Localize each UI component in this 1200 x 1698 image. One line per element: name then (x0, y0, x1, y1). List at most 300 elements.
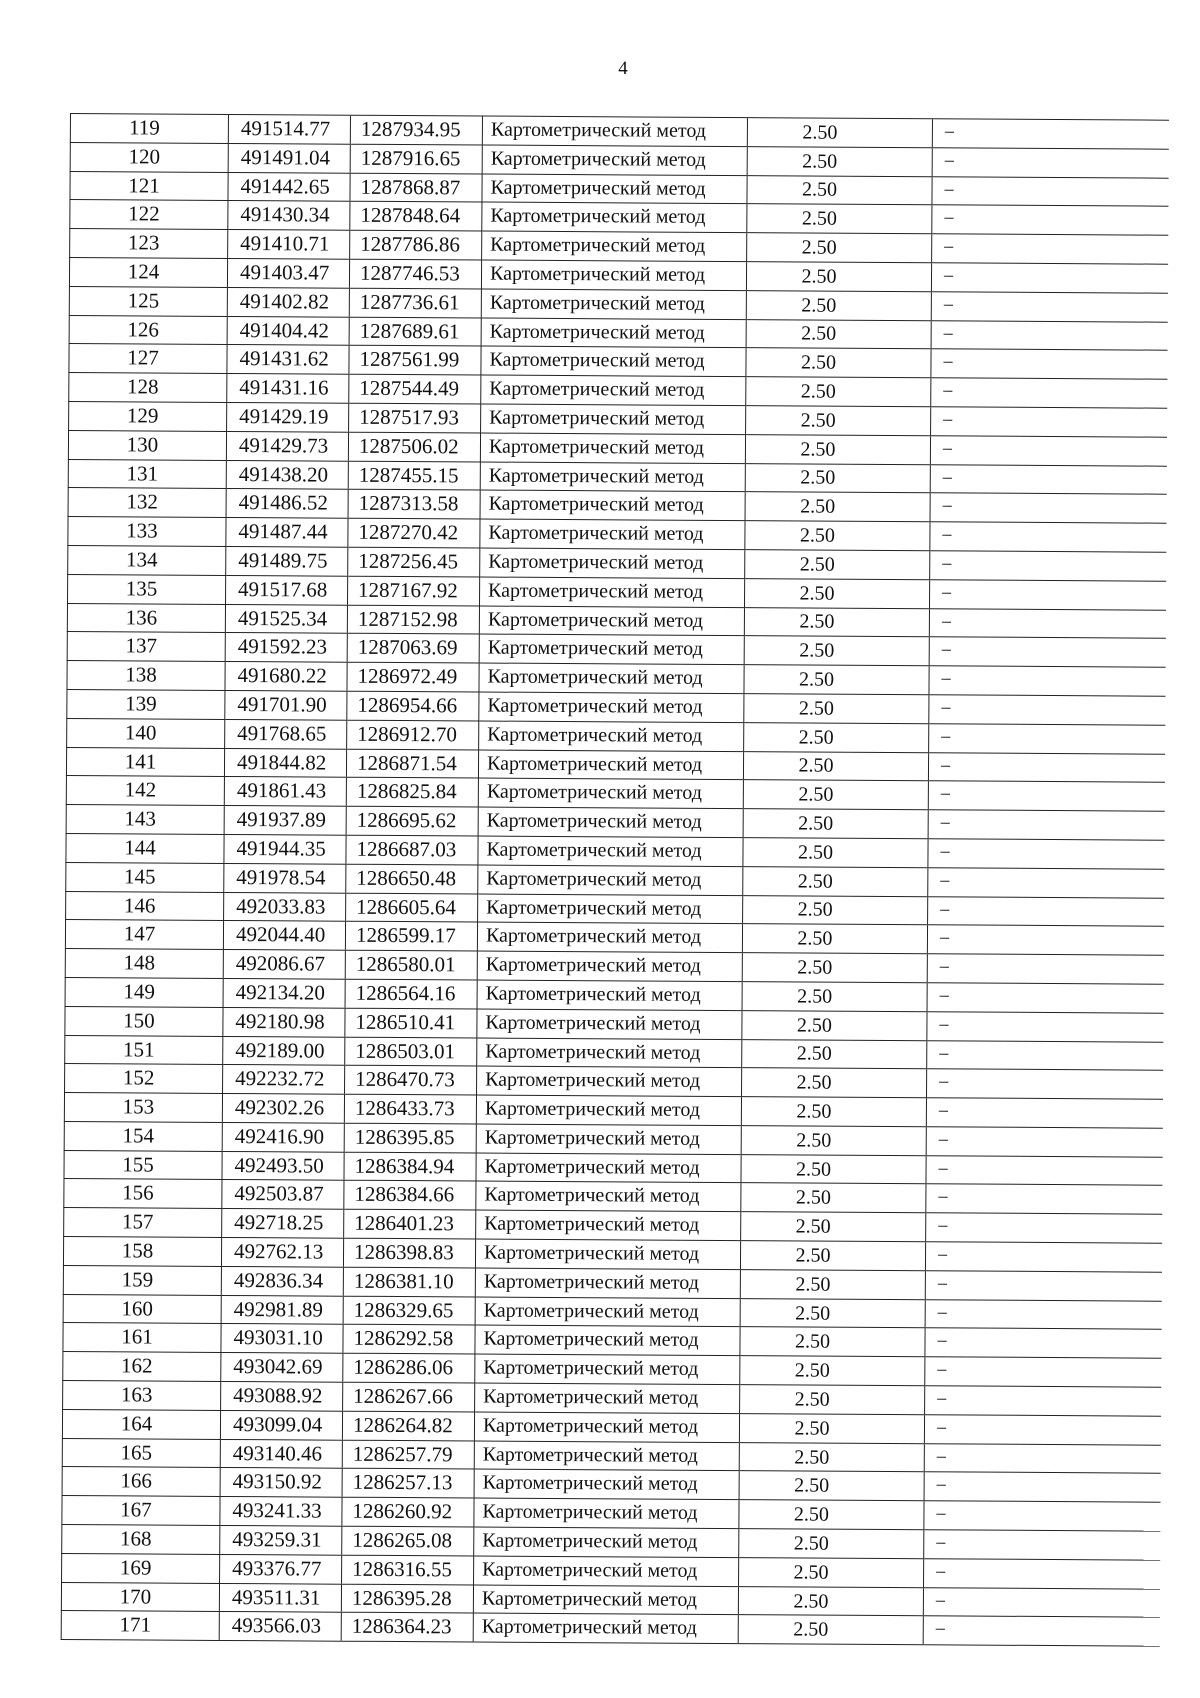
method-cell: Картометрический метод (479, 692, 744, 722)
point-number-cell: 166 (62, 1467, 220, 1497)
accuracy-value-cell: 2.50 (746, 406, 931, 436)
accuracy-value-cell: 2.50 (742, 924, 927, 954)
point-number-cell: 167 (62, 1496, 220, 1526)
description-cell: – (927, 1011, 1163, 1041)
accuracy-value-cell: 2.50 (740, 1241, 925, 1271)
accuracy-value-cell: 2.50 (744, 636, 929, 666)
accuracy-value-cell: 2.50 (742, 953, 927, 983)
accuracy-value-cell: 2.50 (739, 1557, 924, 1587)
accuracy-value-cell: 2.50 (739, 1413, 924, 1443)
description-cell: – (929, 666, 1165, 696)
description-cell: – (932, 176, 1168, 206)
point-number-cell: 135 (68, 574, 226, 604)
x-coordinate-cell: 492416.90 (222, 1122, 344, 1152)
accuracy-value-cell: 2.50 (745, 492, 930, 522)
accuracy-value-cell: 2.50 (743, 895, 928, 925)
x-coordinate-cell: 492762.13 (221, 1238, 343, 1268)
method-cell: Картометрический метод (482, 174, 747, 204)
accuracy-value-cell: 2.50 (743, 751, 928, 781)
x-coordinate-cell: 492033.83 (224, 892, 346, 922)
y-coordinate-cell: 1287270.42 (348, 518, 480, 548)
method-cell: Картометрический метод (477, 922, 742, 952)
accuracy-value-cell: 2.50 (739, 1529, 924, 1559)
x-coordinate-cell: 492981.89 (221, 1295, 343, 1325)
method-cell: Картометрический метод (476, 1124, 741, 1154)
x-coordinate-cell: 492718.25 (222, 1209, 344, 1239)
description-cell: – (931, 320, 1167, 350)
accuracy-value-cell: 2.50 (740, 1327, 925, 1357)
y-coordinate-cell: 1286954.66 (347, 691, 479, 721)
point-number-cell: 128 (69, 373, 227, 403)
y-coordinate-cell: 1286384.94 (344, 1152, 476, 1182)
method-cell: Картометрический метод (481, 346, 746, 376)
accuracy-value-cell: 2.50 (742, 1068, 927, 1098)
description-cell: – (928, 752, 1164, 782)
x-coordinate-cell: 491861.43 (224, 777, 346, 807)
method-cell: Картометрический метод (482, 145, 747, 175)
method-cell: Картометрический метод (475, 1268, 740, 1298)
x-coordinate-cell: 492180.98 (223, 1007, 345, 1037)
accuracy-value-cell: 2.50 (747, 146, 932, 176)
description-cell: – (929, 695, 1165, 725)
y-coordinate-cell: 1287167.92 (348, 576, 480, 606)
method-cell: Картометрический метод (476, 1210, 741, 1240)
x-coordinate-cell: 491430.34 (228, 201, 350, 231)
point-number-cell: 136 (67, 603, 225, 633)
point-number-cell: 147 (65, 920, 223, 950)
accuracy-value-cell: 2.50 (742, 1039, 927, 1069)
point-number-cell: 159 (63, 1265, 221, 1295)
point-number-cell: 121 (70, 171, 228, 201)
point-number-cell: 154 (64, 1121, 222, 1151)
description-cell: – (931, 263, 1167, 293)
accuracy-value-cell: 2.50 (740, 1269, 925, 1299)
y-coordinate-cell: 1286264.82 (342, 1411, 474, 1441)
point-number-cell: 151 (65, 1035, 223, 1065)
method-cell: Картометрический метод (478, 778, 743, 808)
y-coordinate-cell: 1286395.85 (344, 1123, 476, 1153)
point-number-cell: 148 (65, 949, 223, 979)
description-cell: – (928, 810, 1164, 840)
x-coordinate-cell: 491431.16 (227, 374, 349, 404)
y-coordinate-cell: 1287786.86 (350, 230, 482, 260)
accuracy-value-cell: 2.50 (747, 175, 932, 205)
description-cell: – (924, 1501, 1160, 1531)
y-coordinate-cell: 1286650.48 (346, 864, 478, 894)
accuracy-value-cell: 2.50 (746, 377, 931, 407)
x-coordinate-cell: 491844.82 (224, 748, 346, 778)
x-coordinate-cell: 491402.82 (227, 287, 349, 317)
method-cell: Картометрический метод (482, 231, 747, 261)
description-cell: – (923, 1587, 1159, 1617)
y-coordinate-cell: 1287506.02 (348, 432, 480, 462)
table-row (61, 1611, 1159, 1647)
point-number-cell: 156 (64, 1179, 222, 1209)
method-cell: Картометрический метод (474, 1412, 739, 1442)
description-cell: – (924, 1530, 1160, 1560)
accuracy-value-cell: 2.50 (740, 1356, 925, 1386)
x-coordinate-cell: 493259.31 (220, 1525, 342, 1555)
x-coordinate-cell: 493566.03 (219, 1612, 341, 1642)
x-coordinate-cell: 491944.35 (224, 834, 346, 864)
description-cell: – (927, 954, 1163, 984)
method-cell: Картометрический метод (480, 433, 745, 463)
accuracy-value-cell: 2.50 (739, 1442, 924, 1472)
x-coordinate-cell: 491403.47 (227, 258, 349, 288)
point-number-cell: 157 (64, 1208, 222, 1238)
description-cell: – (929, 608, 1165, 638)
y-coordinate-cell: 1286364.23 (341, 1613, 473, 1643)
y-coordinate-cell: 1286564.16 (345, 979, 477, 1009)
description-cell: – (931, 349, 1167, 379)
y-coordinate-cell: 1286605.64 (346, 893, 478, 923)
method-cell: Картометрический метод (474, 1527, 739, 1557)
y-coordinate-cell: 1287152.98 (347, 605, 479, 635)
point-number-cell: 161 (63, 1323, 221, 1353)
y-coordinate-cell: 1286503.01 (345, 1037, 477, 1067)
description-cell: – (930, 464, 1166, 494)
point-number-cell: 160 (63, 1294, 221, 1324)
y-coordinate-cell: 1287868.87 (350, 173, 482, 203)
description-cell: – (927, 1040, 1163, 1070)
description-cell: – (928, 839, 1164, 869)
method-cell: Картометрический метод (475, 1239, 740, 1269)
y-coordinate-cell: 1286267.66 (343, 1382, 475, 1412)
description-cell: – (924, 1443, 1160, 1473)
accuracy-value-cell: 2.50 (741, 1154, 926, 1184)
accuracy-value-cell: 2.50 (740, 1385, 925, 1415)
point-number-cell: 131 (68, 459, 226, 489)
point-number-cell: 168 (62, 1525, 220, 1555)
y-coordinate-cell: 1287746.53 (349, 259, 481, 289)
point-number-cell: 165 (62, 1438, 220, 1468)
point-number-cell: 158 (63, 1237, 221, 1267)
accuracy-value-cell: 2.50 (744, 694, 929, 724)
x-coordinate-cell: 493376.77 (220, 1554, 342, 1584)
y-coordinate-cell: 1287517.93 (349, 403, 481, 433)
y-coordinate-cell: 1287736.61 (349, 288, 481, 318)
method-cell: Картометрический метод (479, 634, 744, 664)
x-coordinate-cell: 492493.50 (222, 1151, 344, 1181)
method-cell: Картометрический метод (478, 836, 743, 866)
accuracy-value-cell: 2.50 (743, 838, 928, 868)
description-cell: – (926, 1155, 1162, 1185)
x-coordinate-cell: 492302.26 (222, 1094, 344, 1124)
description-cell: – (925, 1242, 1161, 1272)
description-cell: – (930, 493, 1166, 523)
accuracy-value-cell: 2.50 (738, 1586, 923, 1616)
point-number-cell: 130 (68, 430, 226, 460)
x-coordinate-cell: 491431.62 (227, 345, 349, 375)
point-number-cell: 122 (70, 200, 228, 230)
accuracy-value-cell: 2.50 (745, 550, 930, 580)
y-coordinate-cell: 1286381.10 (343, 1267, 475, 1297)
y-coordinate-cell: 1286398.83 (343, 1238, 475, 1268)
y-coordinate-cell: 1286265.08 (342, 1526, 474, 1556)
x-coordinate-cell: 491438.20 (226, 460, 348, 490)
method-cell: Картометрический метод (475, 1354, 740, 1384)
y-coordinate-cell: 1286316.55 (342, 1555, 474, 1585)
x-coordinate-cell: 491937.89 (224, 806, 346, 836)
point-number-cell: 127 (69, 344, 227, 374)
method-cell: Картометрический метод (475, 1325, 740, 1355)
y-coordinate-cell: 1287313.58 (348, 490, 480, 520)
accuracy-value-cell: 2.50 (738, 1615, 923, 1645)
description-cell: – (931, 378, 1167, 408)
point-number-cell: 133 (68, 517, 226, 547)
x-coordinate-cell: 491525.34 (225, 604, 347, 634)
point-number-cell: 129 (69, 401, 227, 431)
accuracy-value-cell: 2.50 (746, 290, 931, 320)
x-coordinate-cell: 492232.72 (223, 1065, 345, 1095)
x-coordinate-cell: 492189.00 (223, 1036, 345, 1066)
x-coordinate-cell: 493150.92 (220, 1468, 342, 1498)
point-number-cell: 125 (69, 286, 227, 316)
x-coordinate-cell: 491768.65 (225, 719, 347, 749)
point-number-cell: 164 (62, 1409, 220, 1439)
accuracy-value-cell: 2.50 (745, 463, 930, 493)
point-number-cell: 119 (70, 114, 228, 144)
description-cell: – (926, 1184, 1162, 1214)
accuracy-value-cell: 2.50 (743, 866, 928, 896)
method-cell: Картометрический метод (475, 1297, 740, 1327)
accuracy-value-cell: 2.50 (747, 204, 932, 234)
point-number-cell: 138 (67, 661, 225, 691)
coordinates-table (61, 113, 1169, 1647)
x-coordinate-cell: 492086.67 (223, 950, 345, 980)
x-coordinate-cell: 492134.20 (223, 978, 345, 1008)
accuracy-value-cell: 2.50 (744, 578, 929, 608)
y-coordinate-cell: 1286510.41 (345, 1008, 477, 1038)
x-coordinate-cell: 491978.54 (224, 863, 346, 893)
y-coordinate-cell: 1287689.61 (349, 317, 481, 347)
x-coordinate-cell: 491491.04 (228, 143, 350, 173)
method-cell: Картометрический метод (477, 951, 742, 981)
y-coordinate-cell: 1287256.45 (348, 547, 480, 577)
accuracy-value-cell: 2.50 (747, 233, 932, 263)
point-number-cell: 169 (62, 1553, 220, 1583)
point-number-cell: 141 (66, 747, 224, 777)
point-number-cell: 153 (64, 1093, 222, 1123)
accuracy-value-cell: 2.50 (742, 1010, 927, 1040)
method-cell: Картометрический метод (481, 404, 746, 434)
description-cell: – (930, 551, 1166, 581)
method-cell: Картометрический метод (478, 750, 743, 780)
method-cell: Картометрический метод (476, 1095, 741, 1125)
method-cell: Картометрический метод (479, 721, 744, 751)
description-cell: – (924, 1559, 1160, 1589)
page-number: 4 (618, 58, 628, 79)
coordinates-table-wrapper (61, 113, 1168, 1647)
x-coordinate-cell: 493241.33 (220, 1497, 342, 1527)
x-coordinate-cell: 492503.87 (222, 1180, 344, 1210)
y-coordinate-cell: 1286871.54 (346, 749, 478, 779)
method-cell: Картометрический метод (474, 1498, 739, 1528)
x-coordinate-cell: 491517.68 (226, 575, 348, 605)
y-coordinate-cell: 1287544.49 (349, 374, 481, 404)
y-coordinate-cell: 1286260.92 (342, 1497, 474, 1527)
method-cell: Картометрический метод (482, 116, 747, 146)
y-coordinate-cell: 1287063.69 (347, 634, 479, 664)
accuracy-value-cell: 2.50 (746, 262, 931, 292)
accuracy-value-cell: 2.50 (747, 118, 932, 148)
method-cell: Картометрический метод (481, 260, 746, 290)
accuracy-value-cell: 2.50 (745, 521, 930, 551)
x-coordinate-cell: 493042.69 (221, 1353, 343, 1383)
accuracy-value-cell: 2.50 (742, 982, 927, 1012)
point-number-cell: 170 (61, 1582, 219, 1612)
x-coordinate-cell: 491429.73 (226, 431, 348, 461)
method-cell: Картометрический метод (481, 375, 746, 405)
accuracy-value-cell: 2.50 (741, 1126, 926, 1156)
description-cell: – (925, 1299, 1161, 1329)
accuracy-value-cell: 2.50 (739, 1471, 924, 1501)
point-number-cell: 126 (69, 315, 227, 345)
y-coordinate-cell: 1287916.65 (350, 144, 482, 174)
x-coordinate-cell: 491487.44 (226, 518, 348, 548)
method-cell: Картометрический метод (473, 1613, 738, 1643)
x-coordinate-cell: 493511.31 (219, 1583, 341, 1613)
method-cell: Картометрический метод (479, 577, 744, 607)
method-cell: Картометрический метод (477, 1009, 742, 1039)
method-cell: Картометрический метод (474, 1441, 739, 1471)
y-coordinate-cell: 1286384.66 (344, 1181, 476, 1211)
point-number-cell: 142 (66, 776, 224, 806)
y-coordinate-cell: 1286395.28 (341, 1584, 473, 1614)
description-cell: – (927, 925, 1163, 955)
description-cell: – (931, 292, 1167, 322)
point-number-cell: 139 (67, 689, 225, 719)
method-cell: Картометрический метод (474, 1556, 739, 1586)
coordinates-table-body (61, 114, 1168, 1647)
point-number-cell: 155 (64, 1150, 222, 1180)
method-cell: Картометрический метод (473, 1585, 738, 1615)
method-cell: Картометрический метод (476, 1181, 741, 1211)
description-cell: – (930, 436, 1166, 466)
accuracy-value-cell: 2.50 (746, 319, 931, 349)
x-coordinate-cell: 491404.42 (227, 316, 349, 346)
method-cell: Картометрический метод (479, 606, 744, 636)
y-coordinate-cell: 1286329.65 (343, 1296, 475, 1326)
method-cell: Картометрический метод (474, 1469, 739, 1499)
y-coordinate-cell: 1286695.62 (346, 806, 478, 836)
description-cell: – (928, 867, 1164, 897)
accuracy-value-cell: 2.50 (746, 348, 931, 378)
x-coordinate-cell: 491442.65 (228, 172, 350, 202)
accuracy-value-cell: 2.50 (741, 1212, 926, 1242)
accuracy-value-cell: 2.50 (744, 665, 929, 695)
x-coordinate-cell: 493031.10 (221, 1324, 343, 1354)
y-coordinate-cell: 1286470.73 (345, 1065, 477, 1095)
y-coordinate-cell: 1286292.58 (343, 1325, 475, 1355)
y-coordinate-cell: 1287455.15 (348, 461, 480, 491)
description-cell: – (923, 1616, 1159, 1646)
point-number-cell: 124 (69, 257, 227, 287)
point-number-cell: 140 (67, 718, 225, 748)
y-coordinate-cell: 1286972.49 (347, 662, 479, 692)
x-coordinate-cell: 491410.71 (228, 230, 350, 260)
method-cell: Картометрический метод (482, 202, 747, 232)
accuracy-value-cell: 2.50 (741, 1097, 926, 1127)
x-coordinate-cell: 491486.52 (226, 489, 348, 519)
point-number-cell: 120 (70, 142, 228, 172)
point-number-cell: 132 (68, 488, 226, 518)
accuracy-value-cell: 2.50 (744, 722, 929, 752)
point-number-cell: 146 (66, 891, 224, 921)
description-cell: – (929, 723, 1165, 753)
description-cell: – (926, 1213, 1162, 1243)
point-number-cell: 137 (67, 632, 225, 662)
description-cell: – (925, 1386, 1161, 1416)
description-cell: – (926, 1069, 1162, 1099)
point-number-cell: 162 (63, 1352, 221, 1382)
point-number-cell: 143 (66, 805, 224, 835)
y-coordinate-cell: 1286257.79 (342, 1440, 474, 1470)
point-number-cell: 144 (66, 833, 224, 863)
accuracy-value-cell: 2.50 (745, 434, 930, 464)
method-cell: Картометрический метод (480, 490, 745, 520)
description-cell: – (926, 1098, 1162, 1128)
method-cell: Картометрический метод (479, 663, 744, 693)
point-number-cell: 171 (61, 1611, 219, 1641)
y-coordinate-cell: 1287561.99 (349, 346, 481, 376)
x-coordinate-cell: 491701.90 (225, 690, 347, 720)
y-coordinate-cell: 1286599.17 (345, 922, 477, 952)
y-coordinate-cell: 1286286.06 (343, 1353, 475, 1383)
y-coordinate-cell: 1287848.64 (350, 202, 482, 232)
description-cell: – (932, 205, 1168, 235)
method-cell: Картометрический метод (477, 980, 742, 1010)
description-cell: – (925, 1357, 1161, 1387)
method-cell: Картометрический метод (477, 1038, 742, 1068)
description-cell: – (929, 637, 1165, 667)
point-number-cell: 134 (68, 545, 226, 575)
y-coordinate-cell: 1286912.70 (347, 720, 479, 750)
accuracy-value-cell: 2.50 (739, 1500, 924, 1530)
x-coordinate-cell: 493099.04 (220, 1410, 342, 1440)
x-coordinate-cell: 491489.75 (226, 546, 348, 576)
accuracy-value-cell: 2.50 (743, 809, 928, 839)
point-number-cell: 152 (65, 1064, 223, 1094)
description-cell: – (924, 1415, 1160, 1445)
accuracy-value-cell: 2.50 (740, 1298, 925, 1328)
method-cell: Картометрический метод (481, 318, 746, 348)
y-coordinate-cell: 1286825.84 (346, 778, 478, 808)
x-coordinate-cell: 492044.40 (223, 921, 345, 951)
description-cell: – (930, 522, 1166, 552)
point-number-cell: 150 (65, 1006, 223, 1036)
description-cell: – (931, 407, 1167, 437)
x-coordinate-cell: 492836.34 (221, 1266, 343, 1296)
method-cell: Картометрический метод (476, 1153, 741, 1183)
description-cell: – (925, 1328, 1161, 1358)
point-number-cell: 123 (70, 229, 228, 259)
x-coordinate-cell: 493140.46 (220, 1439, 342, 1469)
method-cell: Картометрический метод (475, 1383, 740, 1413)
description-cell: – (928, 781, 1164, 811)
description-cell: – (932, 148, 1168, 178)
x-coordinate-cell: 491592.23 (225, 633, 347, 663)
method-cell: Картометрический метод (477, 1066, 742, 1096)
description-cell: – (928, 896, 1164, 926)
method-cell: Картометрический метод (478, 894, 743, 924)
y-coordinate-cell: 1286687.03 (346, 835, 478, 865)
description-cell: – (932, 119, 1168, 149)
point-number-cell: 145 (66, 862, 224, 892)
y-coordinate-cell: 1286257.13 (342, 1469, 474, 1499)
method-cell: Картометрический метод (480, 548, 745, 578)
description-cell: – (924, 1472, 1160, 1502)
